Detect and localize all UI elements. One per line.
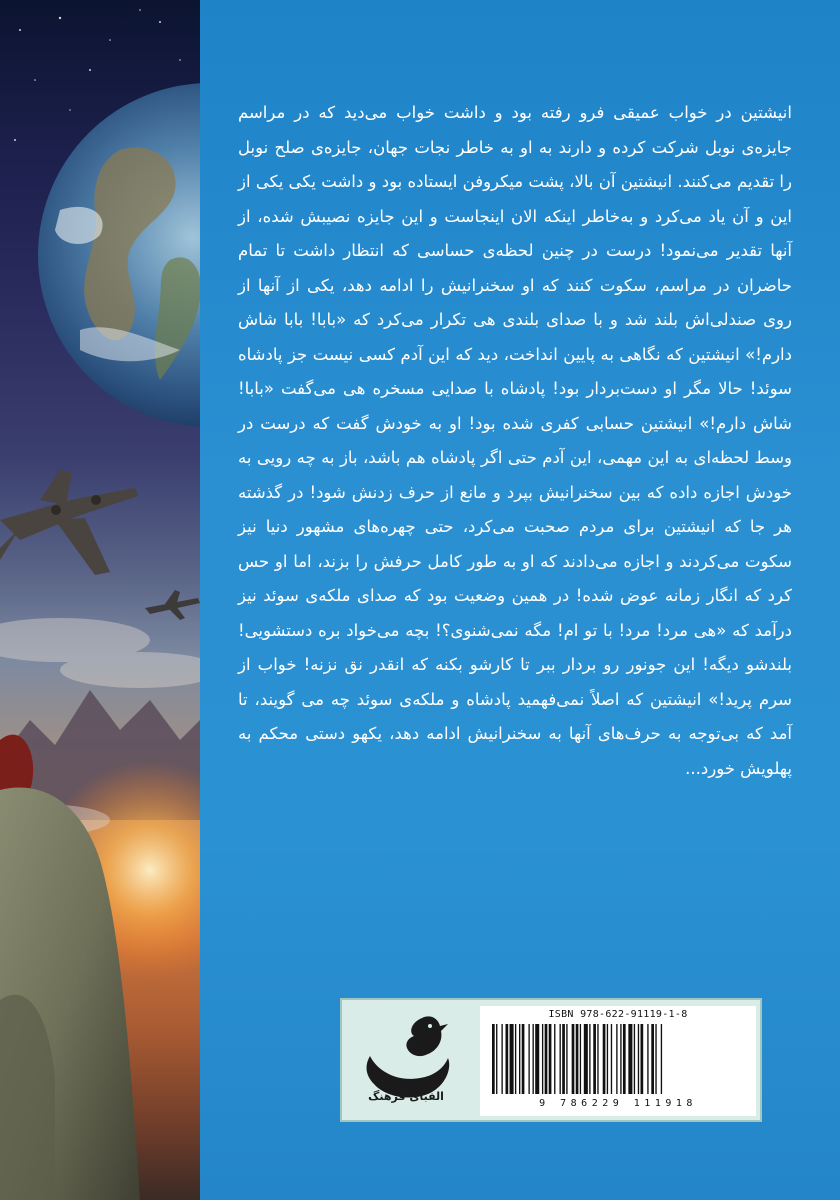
publisher-logo <box>348 1006 464 1114</box>
publisher-barcode-box <box>340 998 762 1122</box>
earth-icon <box>38 83 200 427</box>
publisher-name: الفبای فرهنگ <box>368 1090 444 1103</box>
barcode-bars <box>490 1024 746 1096</box>
cover-artwork <box>0 0 200 1200</box>
artwork-illustration <box>0 0 200 1200</box>
isbn-label: ISBN 978-622-91119-1-8 <box>548 1009 688 1020</box>
plane-icon <box>0 470 138 575</box>
barcode-digits: 9 786229 111918 <box>539 1098 697 1109</box>
small-plane-icon <box>145 590 200 620</box>
blurb-text: انیشتین در خواب عمیقی فرو رفته بود و داشت خواب می‌دید که در مراسم جایزه‌ی نوبل شرکت کرده و دارند به او به خاطر نجات جهان، جایزه‌ی صلح نوبل را تقدیم می‌کنند. انیشتین آن بالا، پشت میکروفن ایستاده بود و داشت یکی یکی از این و آن یاد می‌کرد و به‌خاطر اینکه الان اینجاست و این جایزه نصیبش شده، از آنها تقدیر می‌نمود! درست در چنین لحظه‌ی حساسی که انتظار داشت تا تمام حاضران در مراسم، سکوت کنند که او سخنرانیش را ادامه دهد، یکی از آنها از روی صندلی‌اش بلند شد و با صدای بلندی هی تکرار می‌کرد که «بابا! بابا شاش دارم!» انیشتین که نگاهی به پایین انداخت، دید که این آدم کسی نیست جز پادشاه سوئد! حالا مگر او دست‌بردار بود! پادشاه با صدایی مسخره هی می‌گفت «بابا! شاش دارم!» انیشتین حسابی کفری شده بود! او به خودش گفت که درست در وسط لحظه‌ای به این مهمی، این آدم حتی اگر پادشاه هم باشد، باز به چه رویی به خودش اجازه داده که بین سخنرانیش بپرد و مانع از حرف زدنش شود! در گذشته هر جا که انیشتین برای مردم صحبت می‌کرد، حتی چهره‌های مشهور دنیا نیز سکوت می‌کردند و اجازه می‌دادند که او به طور کامل حرفش را بزند، اما او حس کرد که انگار زمانه عوض شده! در همین وضعیت بود که صدای ملکه‌ی سوئد نیز درآمد که «هی مرد! مرد! با تو ام! مگه نمی‌شنوی؟! بچه می‌خواد بره دستشویی! بلندشو دیگه! این جونور رو بردار ببر تا کارشو بکنه که انقدر نق نزنه! خواب از سرم پرید!» انیشتین که اصلاً نمی‌فهمید پادشاه و ملکه‌ی سوئد چه می گویند، تا آمد که بی‌توجه به حرف‌های آنها به سخنرانیش ادامه دهد، یکهو دستی محکم به پهلویش خورد... <box>238 103 792 778</box>
isbn-barcode <box>480 1006 756 1116</box>
